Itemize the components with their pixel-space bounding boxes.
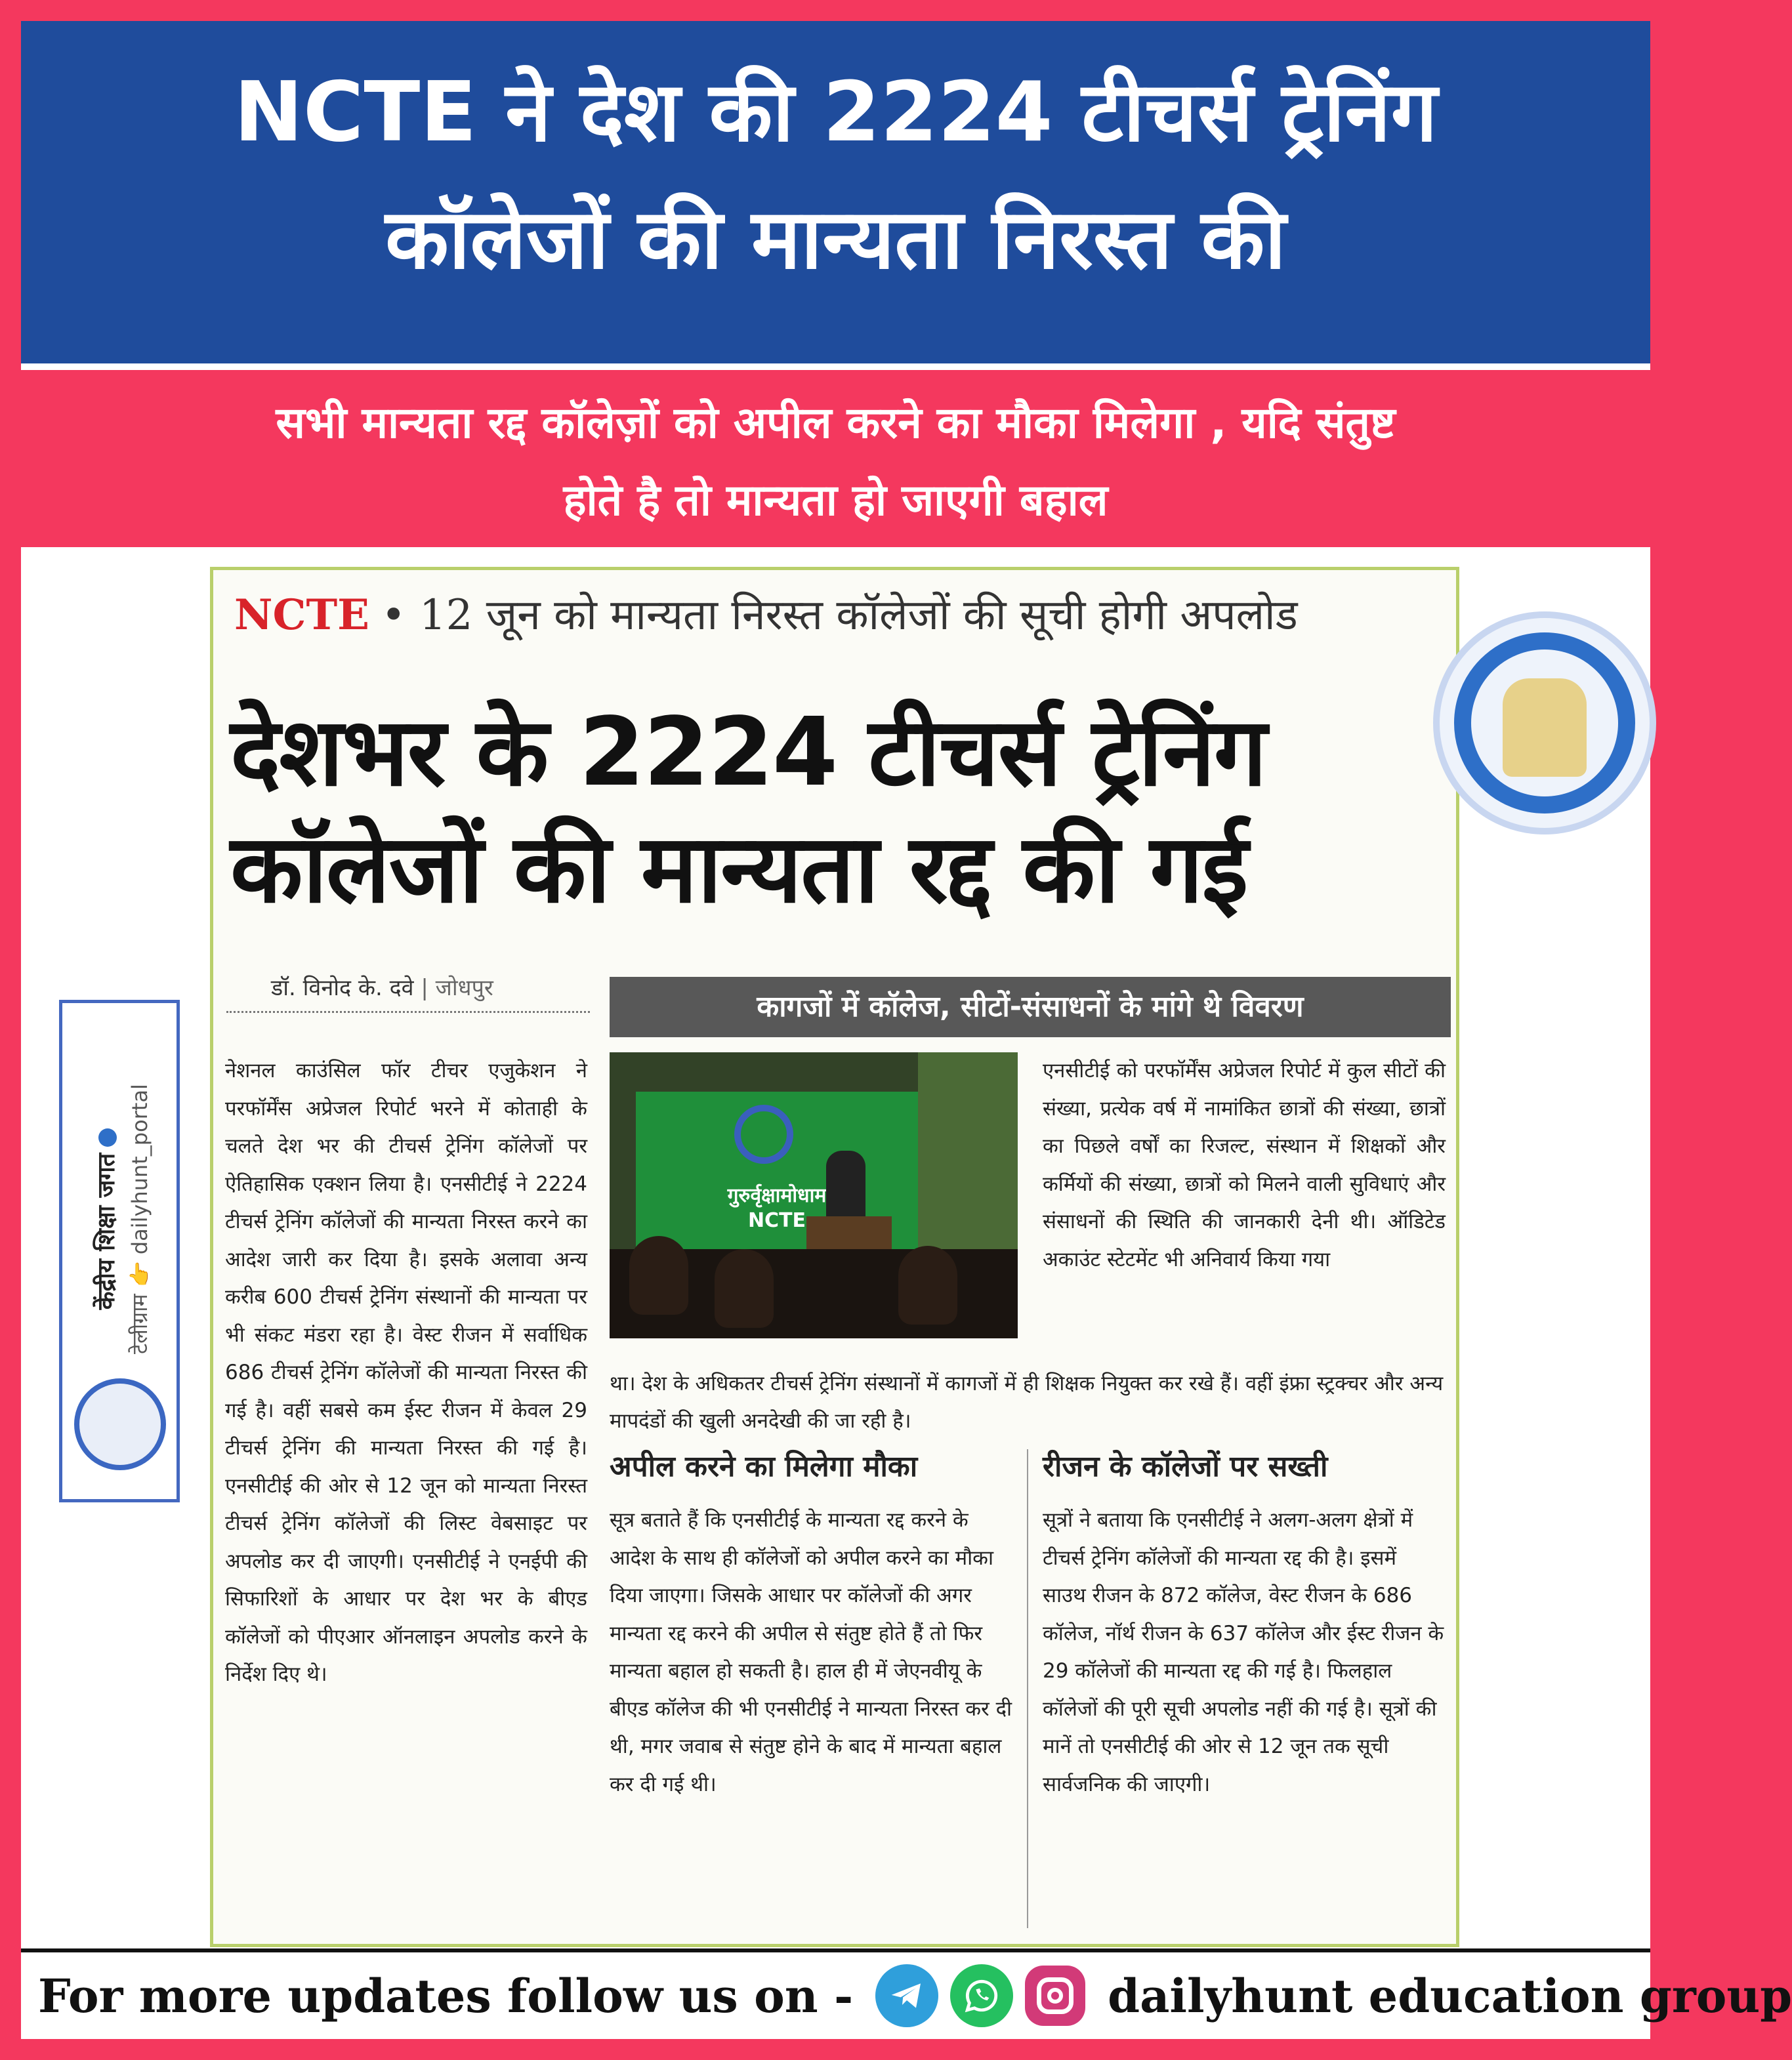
article-column-right-top: एनसीटीई को परफॉर्मेंस अप्रेजल रिपोर्ट में कुल सीटों की संख्या, प्रत्येक वर्ष में नामांकित छात्रों की संख्या, छात्रों का पिछले वर्षों का रिजल्ट, संस्थान में शिक्षकों और कर्मियों की संख्या, छात्रों को मिलने वाली सुविधाएं और संसाधनों की स्थिति की जानकारी देनी थी। ऑडिटेड अकाउंट स्टेटमेंट भी अनिवार्य किया गया (1043, 1059, 1446, 1271)
subtitle-bar (21, 370, 1650, 547)
clipping-headline (230, 693, 1266, 927)
column-rule (1027, 1449, 1028, 1928)
title-banner (21, 21, 1650, 363)
clipping-kicker (234, 585, 1298, 642)
event-photo (610, 1052, 1018, 1338)
verified-dot-icon (98, 1128, 117, 1147)
ncte-kicker-brand: NCTE (234, 590, 369, 640)
footer-handle: dailyhunt education group (1108, 1968, 1792, 2023)
byline-author: डॉ. विनोद के. दवे (271, 975, 414, 1001)
byline-divider (226, 1011, 590, 1013)
article-column-1: नेशनल काउंसिल फॉर टीचर एजुकेशन ने परफॉर्मेंस अप्रेजल रिपोर्ट भरने में कोताही के चलते देश भर की टीचर्स ट्रेनिंग कॉलेजों पर ऐतिहासिक एक्शन लिया है। एनसीटीई ने 2224 टीचर्स ट्रेनिंग कॉलेजों की मान्यता निरस्त करने का आदेश जारी कर दिया है। इसके अलावा अन्य करीब 600 टीचर्स ट्रेनिंग संस्थानों की मान्यता पर भी संकट मंडरा रहा है। वेस्ट रीजन में सर्वाधिक 686 टीचर्स ट्रेनिंग कॉलेजों की मान्यता निरस्त की गई है। वहीं सबसे कम ईस्ट रीजन में केवल 29 टीचर्स ट्रेनिंग की मान्यता निरस्त की गई है। एनसीटीई की ओर से 12 जून को मान्यता निरस्त टीचर्स ट्रेनिंग कॉलेजों की लिस्ट वेबसाइट पर अपलोड कर दी जाएगी। एनसीटीई ने एनईपी की सिफारिशों के आधार पर देश भर के बीएड कॉलेजों को पीएआर ऑनलाइन अपलोड करने के निर्देश दिए थे। (225, 1059, 587, 1686)
side-watermark-text (89, 1016, 154, 1422)
headline-line-1: देशभर के 2224 टीचर्स ट्रेनिंग (230, 697, 1266, 807)
ashoka-emblem-icon (1503, 678, 1587, 777)
watermark-title: केंद्रीय शिक्षा जगत (89, 1016, 121, 1422)
ncte-emblem-icon (734, 1105, 793, 1164)
poster-frame (21, 21, 1792, 2039)
watermark-handle: टेलीग्राम 👉 dailyhunt_portal (127, 1084, 152, 1354)
article-column-appeal: सूत्र बताते हैं कि एनसीटीई के मान्यता रद्द करने के आदेश के साथ ही कॉलेजों को अपील करने का मौका दिया जाएगा। जिसके आधार पर कॉलेजों की अगर मान्यता रद्द करने की अपील से संतुष्ट होते हैं तो फिर मान्यता बहाल हो सकती है। हाल ही में जेएनवीयू के बीएड कॉलेज की भी एनसीटीई ने मान्यता निरस्त कर दी थी, मगर जवाब से संतुष्ट होने के बाद में मान्यता बहाल कर दी गई थी। (610, 1508, 1012, 1796)
subhead-appeal: अपील करने का मिलेगा मौका (610, 1450, 918, 1483)
banner-title-line-2: कॉलेजों की मान्यता निरस्त की (385, 191, 1286, 287)
article-column-regions: सूत्रों ने बताया कि एनसीटीई ने अलग-अलग क्षेत्रों में टीचर्स ट्रेनिंग कॉलेजों की मान्यता रद्द की है। इसमें साउथ रीजन के 872 कॉलेज, वेस्ट रीजन के 686 कॉलेज, नॉर्थ रीजन के 637 कॉलेज और ईस्ट रीजन के 29 कॉलेजों की मान्यता रद्द की गई है। फिलहाल कॉलेजों की पूरी सूची अपलोड नहीं की गई है। सूत्रों की मानें तो एनसीटीई की ओर से 12 जून तक सूची सार्वजनिक की जाएगी। (1043, 1508, 1444, 1796)
byline (271, 972, 493, 1002)
section-strip: कागजों में कॉलेज, सीटों-संसाधनों के मांगे थे विवरण (610, 977, 1451, 1037)
kicker-text: • 12 जून को मान्यता निरस्त कॉलेजों की सूची होगी अपलोड (381, 591, 1298, 640)
photo-ncte-text: NCTE (747, 1209, 806, 1232)
dailyhunt-seal-logo (1433, 611, 1656, 834)
article-continuation: था। देश के अधिकतर टीचर्स ट्रेनिंग संस्थानों में कागजों में ही शिक्षक नियुक्त कर रखे हैं। वहीं इंफ्रा स्ट्रक्चर और अन्य मापदंडों की खुली अनदेखी की जा रही है। (610, 1372, 1444, 1433)
banner-title-line-1: NCTE ने देश की 2224 टीचर्स ट्रेनिंग (234, 64, 1438, 160)
telegram-icon[interactable] (875, 1964, 938, 2027)
newspaper-clipping (210, 567, 1459, 1947)
footer-text: For more updates follow us on - (38, 1968, 854, 2023)
footer-rule (21, 1948, 1650, 1952)
instagram-icon[interactable] (1025, 1966, 1085, 2026)
headline-line-2: कॉलेजों की मान्यता रद्द की गई (230, 814, 1247, 924)
subhead-regions: रीजन के कॉलेजों पर सख्ती (1043, 1450, 1328, 1483)
footer (38, 1963, 1792, 2029)
audience-head (715, 1249, 774, 1328)
subtitle-line-2: होते है तो मान्यता हो जाएगी बहाल (563, 475, 1108, 525)
byline-city: | जोधपुर (421, 975, 493, 1001)
photo-sign-text: गुरुर्वृक्षामोधाम (727, 1184, 827, 1207)
audience-head (898, 1246, 957, 1325)
whatsapp-icon[interactable] (950, 1964, 1013, 2027)
side-logo-icon (74, 1378, 166, 1470)
subtitle-line-1: सभी मान्यता रद्द कॉलेज़ों को अपील करने का मौका मिलेगा , यदि संतुष्ट (276, 398, 1396, 448)
audience-head (629, 1236, 688, 1315)
side-watermark (59, 1000, 180, 1502)
